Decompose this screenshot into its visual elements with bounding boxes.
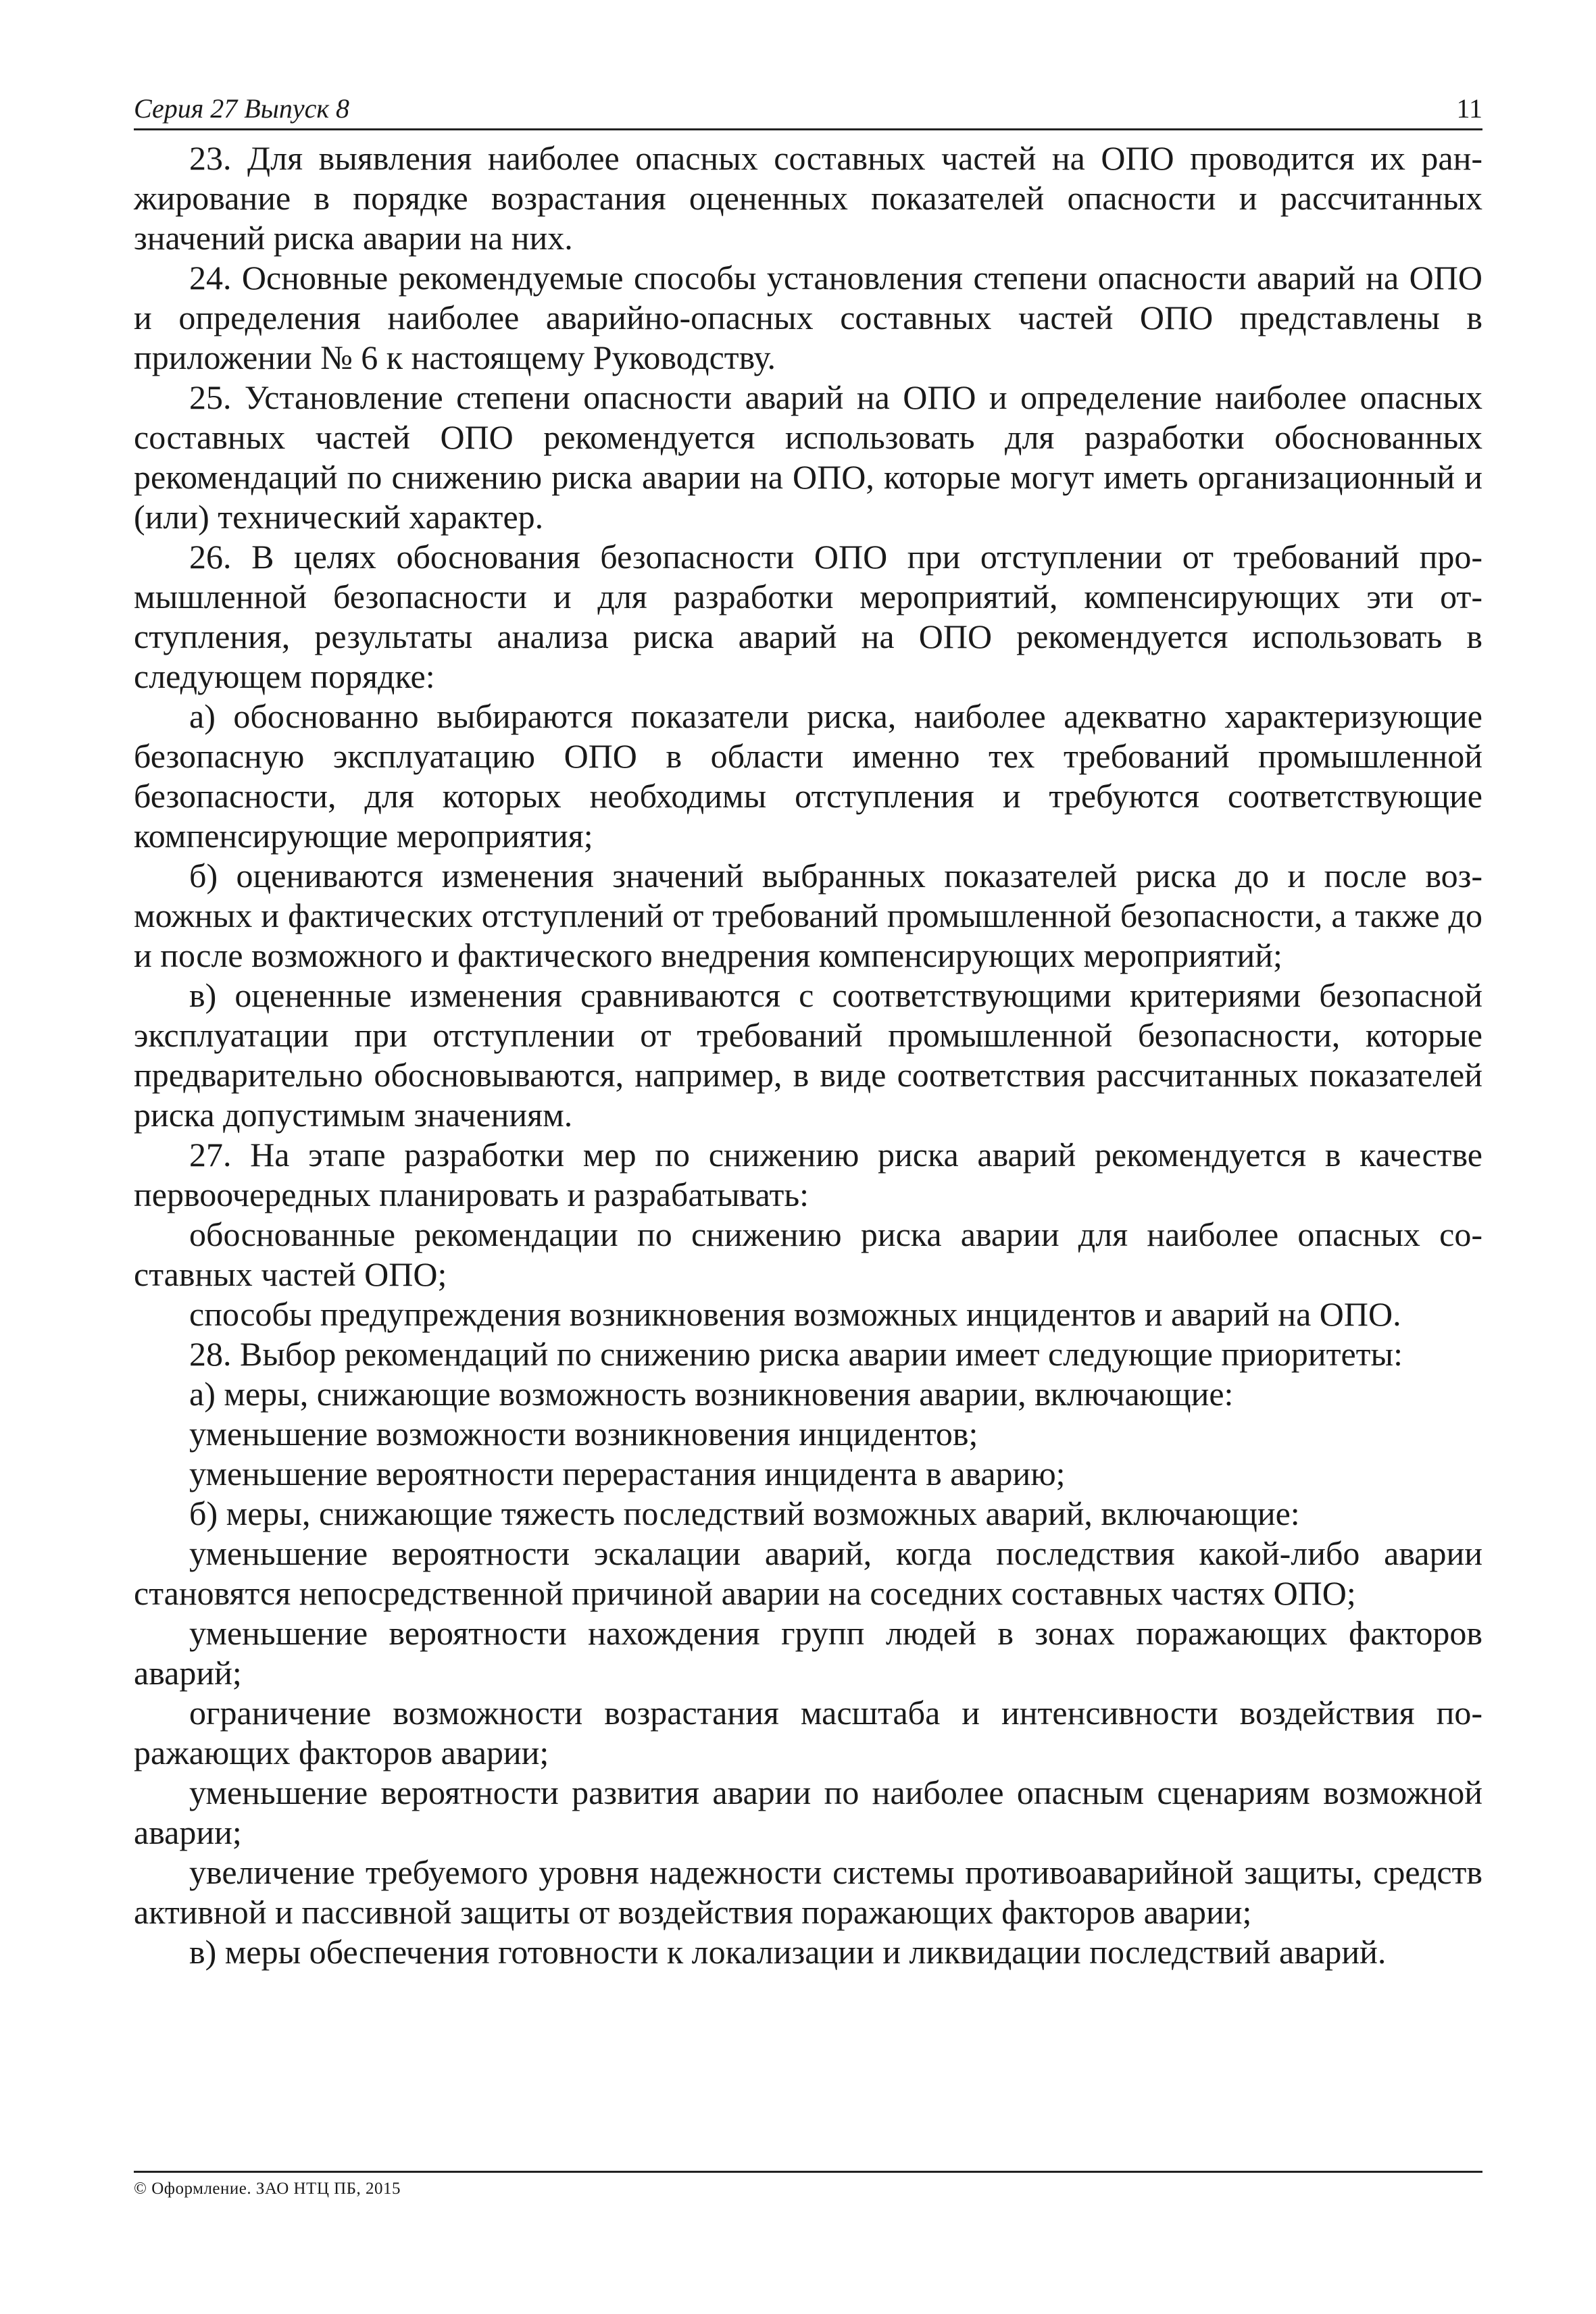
paragraph-28-a-item-1: уменьшение возможности возникновения инцидентов; xyxy=(189,1415,978,1453)
paragraph-28-c: в) меры обеспечения готовности к локализации и ликвидации последствий аварий. xyxy=(189,1933,1387,1971)
paragraph-27-item-2: способы предупреждения возникновения возможных инцидентов и аварий на ОПО. xyxy=(189,1295,1401,1333)
paragraph-28-b-item-5: увеличение требуемого уровня надежности системы противоаварийной защиты, средств активной и пассивной защиты от воздействия поражающих факторов аварии; xyxy=(134,1853,1482,1931)
page-number: 11 xyxy=(1456,93,1482,124)
page-header xyxy=(134,86,1482,130)
paragraph-26: 26. В целях обоснования безопасности ОПО при отступлении от требований промышленной безопасности и для разработки мероприятий, компенсирующих эти отступления, результаты анализа риска аварий на ОПО рекомендуется использовать в следующем порядке: xyxy=(134,538,1482,695)
paragraph-28-a-item-2: уменьшение вероятности перерастания инцидента в аварию; xyxy=(189,1455,1066,1492)
paragraph-28-b-item-1: уменьшение вероятности эскалации аварий, когда последствия какой-либо аварии становятся непосредственной причиной аварии на соседних составных частях ОПО; xyxy=(134,1534,1482,1612)
document-page xyxy=(134,86,1482,2248)
series-title: Серия 27 Выпуск 8 xyxy=(134,93,350,124)
copyright-notice: © Оформление. ЗАО НТЦ ПБ, 2015 xyxy=(134,2180,401,2198)
paragraph-25: 25. Установление степени опасности аварий на ОПО и определение наиболее опасных составных частей ОПО рекомендуется использовать для разработки обоснованных рекомендаций по снижению риска аварии на ОПО, которые могут иметь организационный и (или) технический характер. xyxy=(134,378,1482,536)
paragraph-28-b-item-3: ограничение возможности возрастания масштаба и интенсивности воздействия поражающих факторов аварии; xyxy=(134,1694,1482,1771)
paragraph-28-a: а) меры, снижающие возможность возникновения аварии, включающие: xyxy=(189,1375,1234,1413)
paragraph-28-b: б) меры, снижающие тяжесть последствий возможных аварий, включающие: xyxy=(189,1494,1300,1532)
paragraph-26-b: б) оцениваются изменения значений выбранных показателей риска до и после возможных и фактических отступлений от требований промышленной безопасности, а также до и после возможного и фактического внедрения компенсирующих мероприятий; xyxy=(134,857,1482,974)
paragraph-26-c: в) оцененные изменения сравниваются с соответствующими критериями безопасной эксплуатации при отступлении от требований промышленной безопасности, которые предварительно обосновываются, например, в виде соответствия рассчитанных показателей риска допустимым значениям. xyxy=(134,976,1482,1134)
document-body xyxy=(134,139,1482,1972)
paragraph-28-b-item-2: уменьшение вероятности нахождения групп людей в зонах поражающих факторов аварий; xyxy=(134,1614,1482,1692)
paragraph-27-item-1: обоснованные рекомендации по снижению риска аварии для наиболее опасных составных частей ОПО; xyxy=(134,1215,1482,1293)
paragraph-28-b-item-4: уменьшение вероятности развития аварии по наиболее опасным сценариям возможной аварии; xyxy=(134,1774,1482,1851)
paragraph-27: 27. На этапе разработки мер по снижению риска аварий рекомендуется в качестве первоочередных планировать и разрабатывать: xyxy=(134,1136,1482,1213)
paragraph-26-a: а) обоснованно выбираются показатели риска, наиболее адекватно характеризующие безопасную эксплуатацию ОПО в области именно тех требований промышленной безопасности, для которых необходимы отступления и требуются соответствующие компенсирующие мероприятия; xyxy=(134,697,1482,855)
paragraph-28: 28. Выбор рекомендаций по снижению риска аварии имеет следующие приоритеты: xyxy=(189,1335,1403,1373)
paragraph-24: 24. Основные рекомендуемые способы установления степени опасности аварий на ОПО и определения наиболее аварийно-опасных составных частей ОПО представлены в приложении № 6 к настоящему Руководству. xyxy=(134,259,1482,376)
paragraph-23: 23. Для выявления наиболее опасных составных частей на ОПО проводится их ранжирование в порядке возрастания оцененных показателей опасности и рассчитанных значений риска аварии на них. xyxy=(134,139,1482,257)
page-footer xyxy=(134,2171,1482,2198)
